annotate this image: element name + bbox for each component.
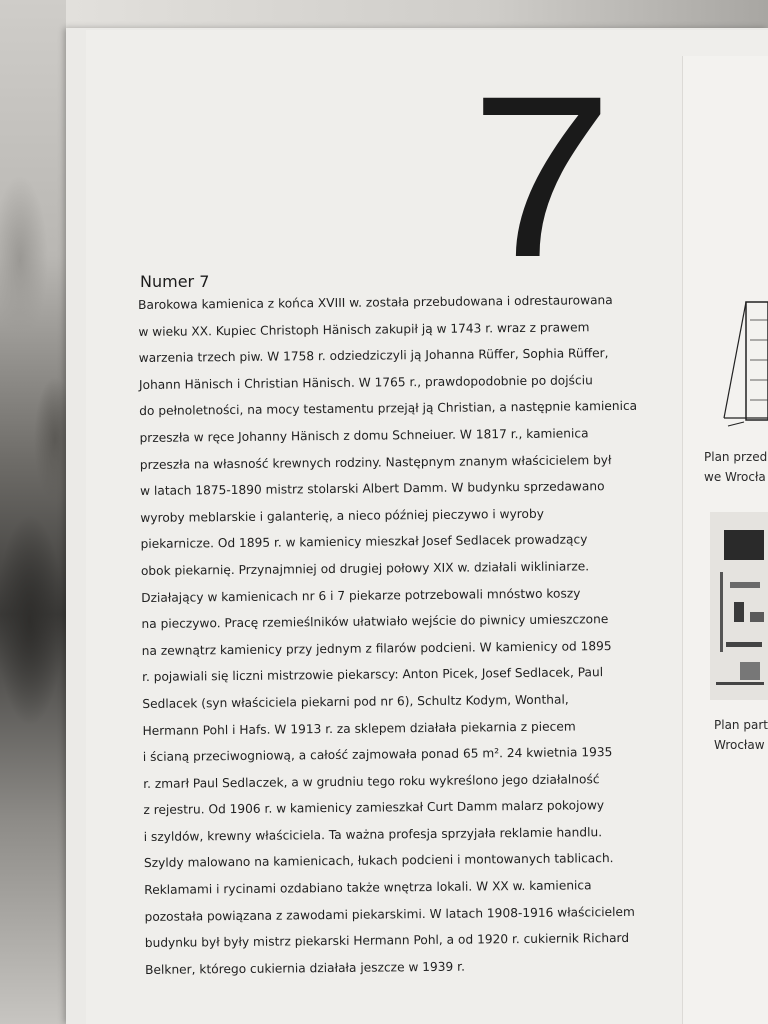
figure-caption-2-line-1: Plan part bbox=[714, 718, 768, 732]
text-line: do pełnoletności, na mocy testamentu przejął ją Christian, a następnie kamienica bbox=[139, 399, 638, 419]
text-line: Hermann Pohl i Hafs. W 1913 r. za sklepem działała piekarnia z piecem bbox=[142, 718, 576, 738]
figure-caption-1-line-1: Plan przed bbox=[704, 450, 768, 464]
floor-plan-image bbox=[710, 512, 768, 700]
building-sketch bbox=[722, 280, 768, 430]
text-line: Sedlacek (syn właściciela piekarni pod nr 6), Schultz Kodym, Wonthal, bbox=[142, 692, 569, 711]
text-line: piekarnicze. Od 1895 r. w kamienicy mieszkał Josef Sedlacek prowadzący bbox=[140, 532, 588, 552]
text-line: obok piekarnię. Przynajmniej od drugiej połowy XIX w. działali wikliniarze. bbox=[140, 559, 590, 578]
text-line: Działający w kamienicach nr 6 i 7 piekarze potrzebowali mnóstwo koszy bbox=[141, 585, 581, 605]
text-line: w wieku XX. Kupiec Christoph Hänisch zakupił ją w 1743 r. wraz z prawem bbox=[138, 319, 590, 339]
text-line: r. pojawiali się liczni mistrzowie piekarscy: Anton Picek, Josef Sedlacek, Paul bbox=[141, 665, 604, 685]
text-line: przeszła na własność krewnych rodziny. Następnym znanym właścicielem był bbox=[139, 452, 612, 472]
text-line: i szyldów, krewny właściciela. Ta ważna profesja sprzyjała reklamie handlu. bbox=[143, 825, 603, 844]
figure-caption-1-line-2: we Wrocła bbox=[704, 470, 766, 484]
text-line: Barokowa kamienica z końca XVIII w. została przebudowana i odrestaurowana bbox=[138, 293, 613, 312]
panel-body-text bbox=[138, 286, 675, 983]
text-line: w latach 1875-1890 mistrz stolarski Albert Damm. W budynku sprzedawano bbox=[140, 479, 605, 499]
text-line: Belkner, którego cukiernia działała jeszcze w 1939 r. bbox=[145, 959, 465, 977]
text-line: wyroby meblarskie i galanterię, a nieco później pieczywo i wyroby bbox=[140, 506, 544, 525]
figure-caption-2-line-2: Wrocław bbox=[714, 738, 765, 752]
text-line: i ścianą przeciwogniową, a całość zajmowała ponad 65 m². 24 kwietnia 1935 bbox=[142, 745, 613, 765]
text-line: na zewnątrz kamienicy przy jednym z filarów podcieni. W kamienicy od 1895 bbox=[141, 638, 612, 658]
panel-heading: Numer 7 bbox=[140, 272, 210, 291]
text-line: Szyldy malowano na kamienicach, łukach podcieni i montowanych tablicach. bbox=[143, 851, 614, 871]
text-line: Reklamami i rycinami ozdabiano także wnętrza lokali. W XX w. kamienica bbox=[144, 878, 592, 898]
background-top bbox=[66, 0, 768, 30]
text-line: budynku był były mistrz piekarski Hermann Pohl, a od 1920 r. cukiernik Richard bbox=[144, 931, 630, 951]
panel-number: 7 bbox=[470, 48, 614, 305]
text-line: na pieczywo. Pracę rzemieślników ułatwiało wejście do piwnicy umieszczone bbox=[141, 612, 609, 632]
text-line: przeszła w ręce Johanny Hänisch z domu Schneiuer. W 1817 r., kamienica bbox=[139, 426, 589, 445]
text-line: z rejestru. Od 1906 r. w kamienicy zamieszkał Curt Damm malarz pokojowy bbox=[143, 798, 605, 818]
text-line: warzenia trzech piw. W 1758 r. odziedziczyli ją Johanna Rüffer, Sophia Rüffer, bbox=[138, 346, 609, 366]
text-line: pozostała powiązana z zawodami piekarskimi. W latach 1908-1916 właścicielem bbox=[144, 904, 635, 924]
text-line: r. zmarł Paul Sedlaczek, a w grudniu tego roku wykreślono jego działalność bbox=[143, 771, 600, 791]
text-line: Johann Hänisch i Christian Hänisch. W 1765 r., prawdopodobnie po dojściu bbox=[138, 373, 593, 392]
